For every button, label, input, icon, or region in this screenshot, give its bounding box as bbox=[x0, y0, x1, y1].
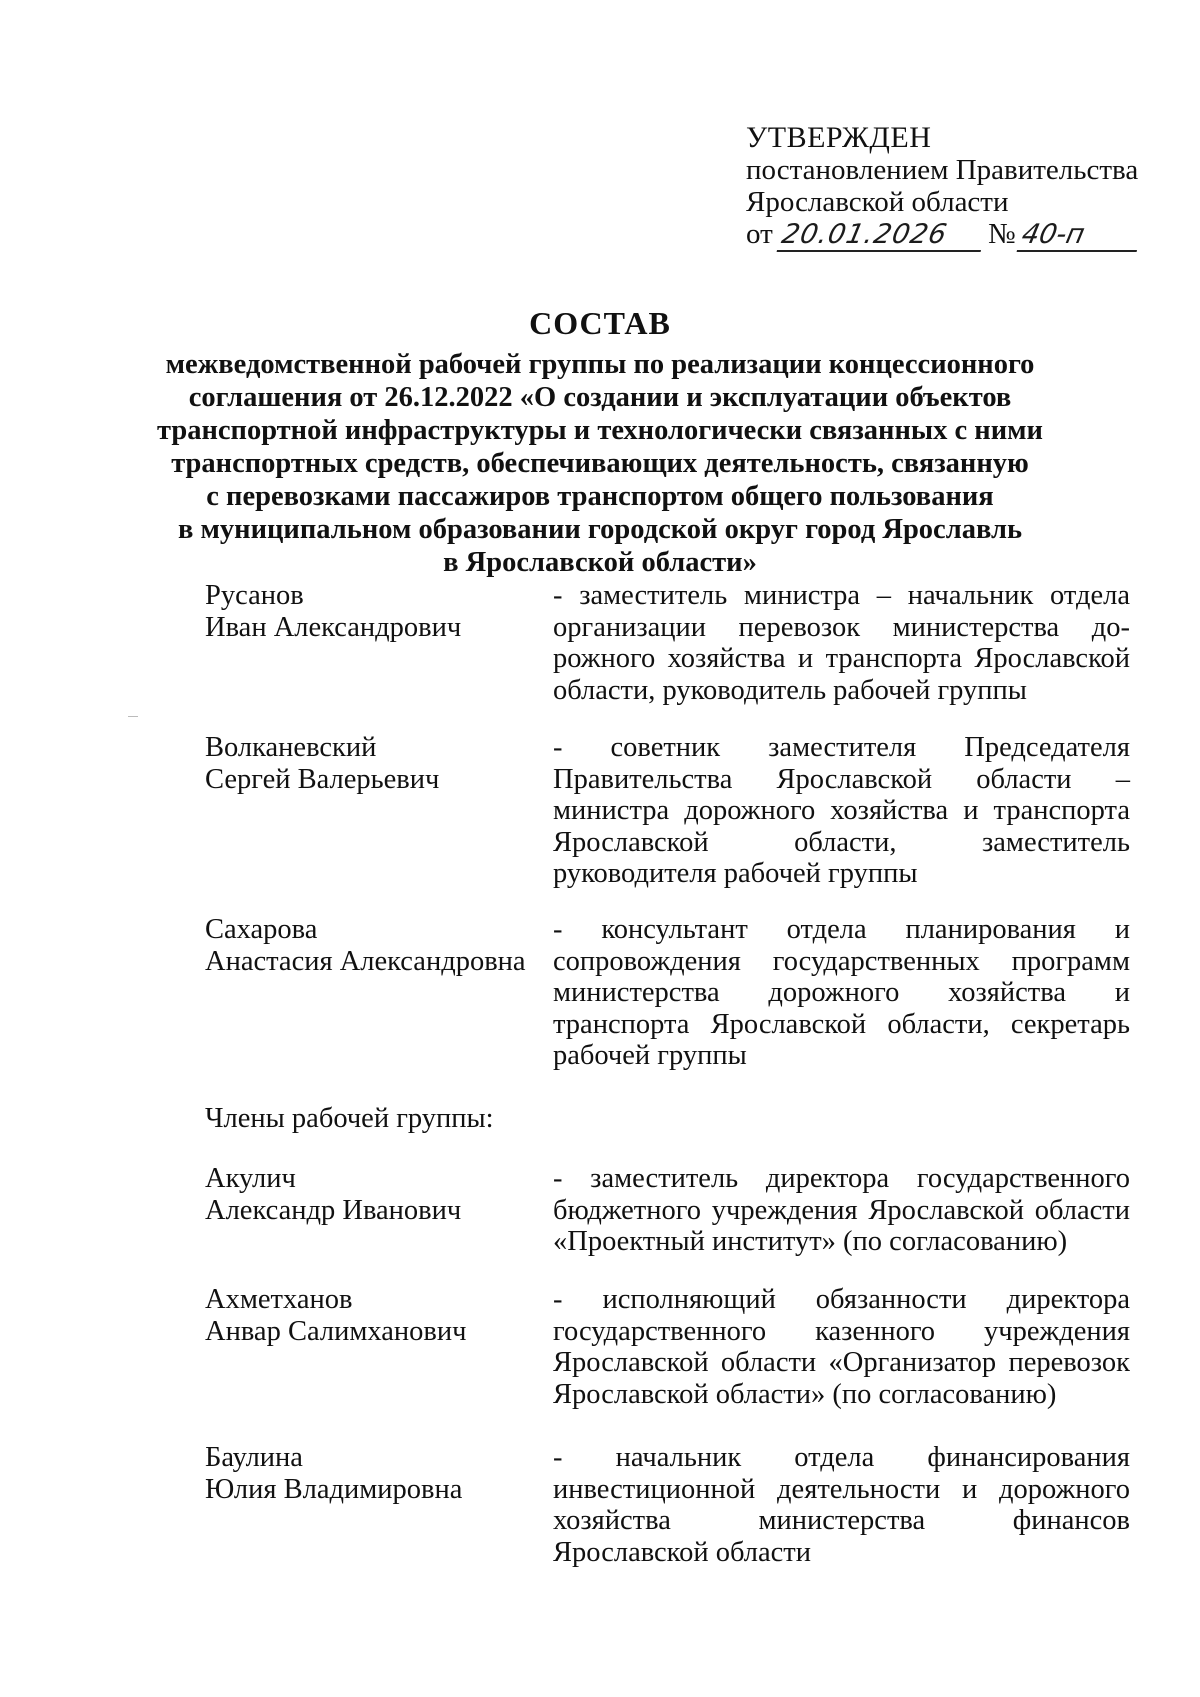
member-given-name: Сергей Валерьевич bbox=[205, 763, 440, 795]
subtitle-line: транспортных средств, обеспечивающих деятельность, связанную bbox=[171, 448, 1029, 479]
subtitle-line: соглашения от 26.12.2022 «О создании и эксплуатации объектов bbox=[188, 382, 1012, 413]
handwritten-number: 40-п bbox=[1016, 220, 1143, 252]
member-role: - советник заместителя Председателя Правительства Ярославской области – министра дорожного хозяйства и транспорта Ярославской области, заместитель руководителя рабочей группы bbox=[553, 732, 1130, 889]
member-name bbox=[205, 732, 535, 795]
member-surname: Баулина bbox=[205, 1442, 303, 1473]
member-surname: Русанов bbox=[205, 580, 304, 611]
members-heading: Члены рабочей группы: bbox=[205, 1103, 494, 1134]
member-role: - заместитель министра – начальник отдела организации перевозок министерства дорожного хозяйства и транспорта Ярославской области, руководитель рабочей группы bbox=[553, 580, 1130, 706]
member-given-name: Иван Александрович bbox=[205, 611, 462, 643]
number-sign: № bbox=[988, 218, 1016, 250]
title-main: СОСТАВ bbox=[529, 305, 671, 341]
member-given-name: Юлия Владимировна bbox=[205, 1473, 463, 1505]
subtitle-line: транспортной инфраструктуры и технологически связанных с ними bbox=[157, 415, 1043, 446]
member-surname: Ахметханов bbox=[205, 1284, 353, 1315]
subtitle-line: межведомственной рабочей группы по реализации концессионного bbox=[165, 349, 1035, 380]
member-surname: Сахарова bbox=[205, 914, 318, 945]
subtitle-line: в муниципальном образовании городской округ город Ярославль bbox=[177, 514, 1023, 545]
approval-label: УТВЕРЖДЕН bbox=[746, 121, 932, 154]
date-prefix: от bbox=[746, 218, 773, 250]
member-name bbox=[205, 580, 535, 643]
member-name bbox=[205, 914, 535, 977]
approval-line-2: Ярославской области bbox=[746, 186, 1009, 218]
member-surname: Акулич bbox=[205, 1163, 296, 1194]
member-role: - начальник отдела финансирования инвестиционной деятельности и дорожного хозяйства министерства финансов Ярославской области bbox=[553, 1442, 1130, 1568]
member-name bbox=[205, 1442, 535, 1505]
subtitle-line: с перевозками пассажиров транспортом общего пользования bbox=[206, 481, 994, 512]
member-role: - исполняющий обязанности директора государственного казенного учреждения Ярославской области «Организатор перевозок Ярославской области» (по согласованию) bbox=[553, 1284, 1130, 1410]
member-given-name: Александр Иванович bbox=[205, 1194, 462, 1226]
approval-stamp bbox=[746, 122, 1140, 252]
member-name bbox=[205, 1284, 535, 1347]
scan-mark bbox=[128, 716, 138, 717]
member-role: - консультант отдела планирования и сопровождения государственных программ министерства дорожного хозяйства и транспорта Ярославской области, секретарь рабочей группы bbox=[553, 914, 1130, 1071]
subtitle-line: в Ярославской области» bbox=[443, 547, 757, 578]
member-given-name: Анвар Салимханович bbox=[205, 1315, 467, 1347]
member-role: - заместитель директора государственного бюджетного учреждения Ярославской области «Проектный институт» (по согласованию) bbox=[553, 1163, 1130, 1257]
member-given-name: Анастасия Александровна bbox=[205, 945, 526, 977]
approval-line-1: постановлением Правительства bbox=[746, 154, 1139, 186]
member-surname: Волканевский bbox=[205, 732, 377, 763]
document-title bbox=[150, 306, 1050, 579]
handwritten-date: 20.01.2026 bbox=[777, 220, 988, 252]
title-subtitle bbox=[150, 348, 1050, 579]
approval-date-line bbox=[746, 218, 1140, 252]
member-name bbox=[205, 1163, 535, 1226]
